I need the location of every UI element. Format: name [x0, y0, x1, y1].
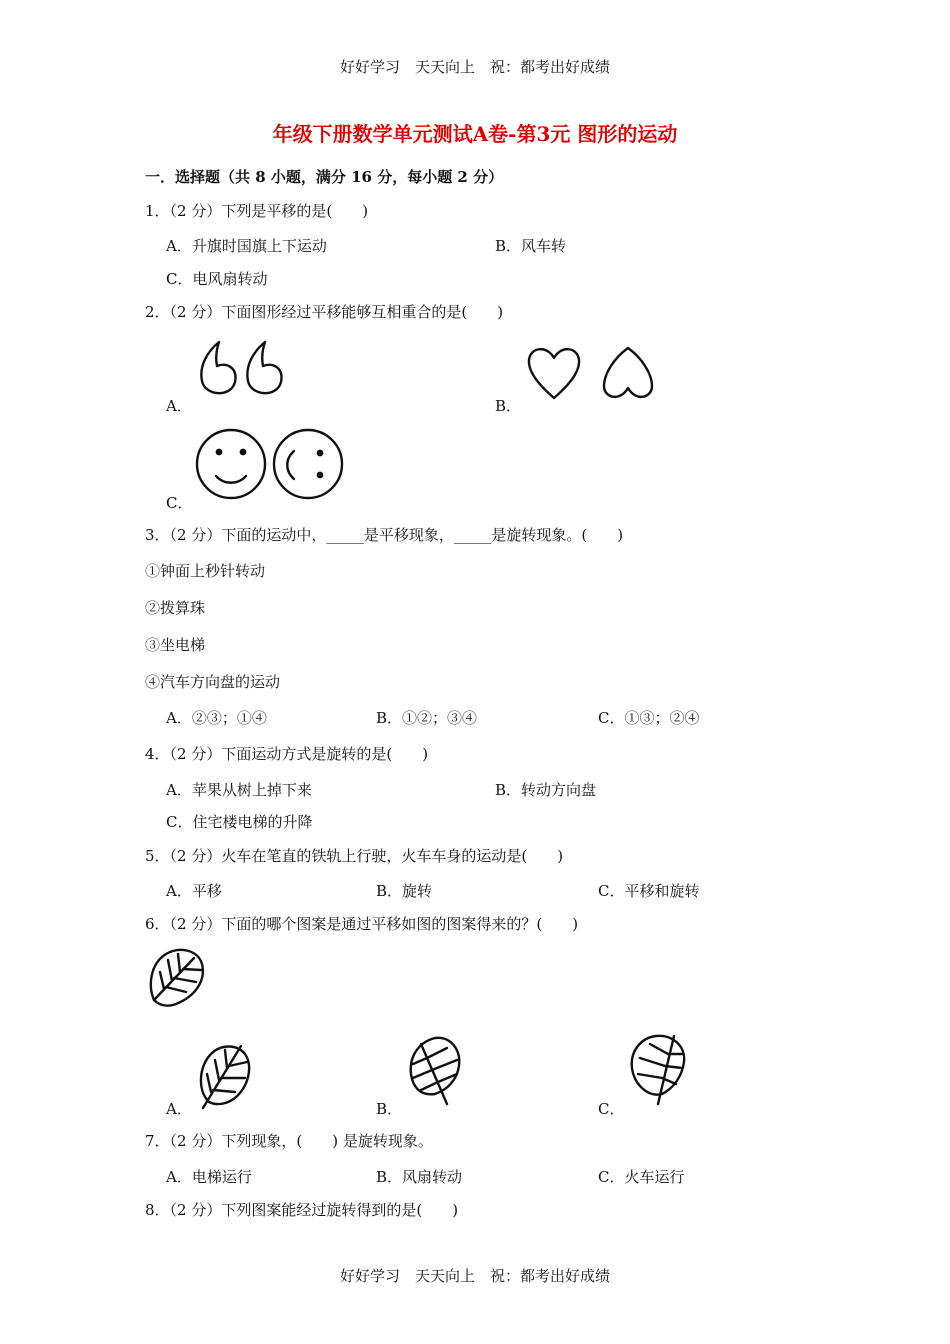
page-header: 好好学习 天天向上 祝：都考出好成绩 — [339, 58, 610, 76]
question-4-option-a[interactable]: A．苹果从树上掉下来 — [166, 781, 312, 799]
question-1-stem: 1．（2 分）下列是平移的是( ) — [145, 202, 369, 220]
leaf-option-a-figure — [195, 1040, 253, 1110]
section-heading: 一．选择题（共 8 小题，满分 16 分，每小题 2 分） — [145, 168, 504, 186]
question-3-item-1: ①钟面上秒针转动 — [145, 562, 266, 580]
page-title: 年级下册数学单元测试A卷-第3元 图形的运动 — [272, 122, 678, 146]
question-7-option-a[interactable]: A．电梯运行 — [166, 1168, 252, 1186]
question-2-option-a[interactable]: A． — [166, 397, 192, 415]
question-6-option-c[interactable]: C． — [598, 1100, 625, 1118]
question-7-option-c[interactable]: C．火车运行 — [598, 1168, 685, 1186]
question-5-option-c[interactable]: C．平移和旋转 — [598, 882, 700, 900]
question-2-stem: 2．（2 分）下面图形经过平移能够互相重合的是( ) — [145, 303, 504, 321]
question-3-stem: 3．（2 分）下面的运动中，_____是平移现象，_____是旋转现象。( ) — [145, 526, 624, 544]
leaf-original-figure — [146, 946, 208, 1014]
question-6-stem: 6．（2 分）下面的哪个图案是通过平移如图的图案得来的？( ) — [145, 915, 579, 933]
question-4-option-b[interactable]: B．转动方向盘 — [495, 781, 597, 799]
question-3-option-c[interactable]: C．①③；②④ — [598, 709, 700, 727]
question-5-option-a[interactable]: A．平移 — [166, 882, 222, 900]
leaf-option-c-figure — [628, 1032, 690, 1106]
question-6-option-b[interactable]: B． — [376, 1100, 403, 1118]
leaf-option-b-figure — [405, 1034, 465, 1106]
question-6-option-a[interactable]: A． — [166, 1100, 192, 1118]
question-8-stem: 8．（2 分）下列图案能经过旋转得到的是( ) — [145, 1201, 459, 1219]
question-5-option-b[interactable]: B．旋转 — [376, 882, 433, 900]
question-4-stem: 4．（2 分）下面运动方式是旋转的是( ) — [145, 745, 429, 763]
question-3-item-3: ③坐电梯 — [145, 636, 206, 654]
question-3-item-4: ④汽车方向盘的运动 — [145, 673, 281, 691]
question-1-option-a[interactable]: A．升旗时国旗上下运动 — [166, 237, 327, 255]
question-7-stem: 7．（2 分）下列现象，( ) 是旋转现象。 — [145, 1132, 433, 1150]
question-3-option-a[interactable]: A．②③；①④ — [166, 709, 267, 727]
question-1-option-b[interactable]: B．风车转 — [495, 237, 567, 255]
question-2-option-c[interactable]: C． — [166, 494, 193, 512]
raindrop-pair-figure — [195, 338, 295, 402]
question-4-option-c[interactable]: C．住宅楼电梯的升降 — [166, 813, 313, 831]
question-3-option-b[interactable]: B．①②；③④ — [376, 709, 478, 727]
question-7-option-b[interactable]: B．风扇转动 — [376, 1168, 463, 1186]
smiley-pair-figure — [194, 427, 346, 501]
question-3-item-2: ②拨算珠 — [145, 599, 206, 617]
question-1-option-c[interactable]: C．电风扇转动 — [166, 270, 268, 288]
heart-pair-figure — [524, 342, 664, 402]
question-2-option-b[interactable]: B． — [495, 397, 522, 415]
page-footer: 好好学习 天天向上 祝：都考出好成绩 — [339, 1267, 610, 1285]
question-5-stem: 5．（2 分）火车在笔直的铁轨上行驶，火车车身的运动是( ) — [145, 847, 564, 865]
